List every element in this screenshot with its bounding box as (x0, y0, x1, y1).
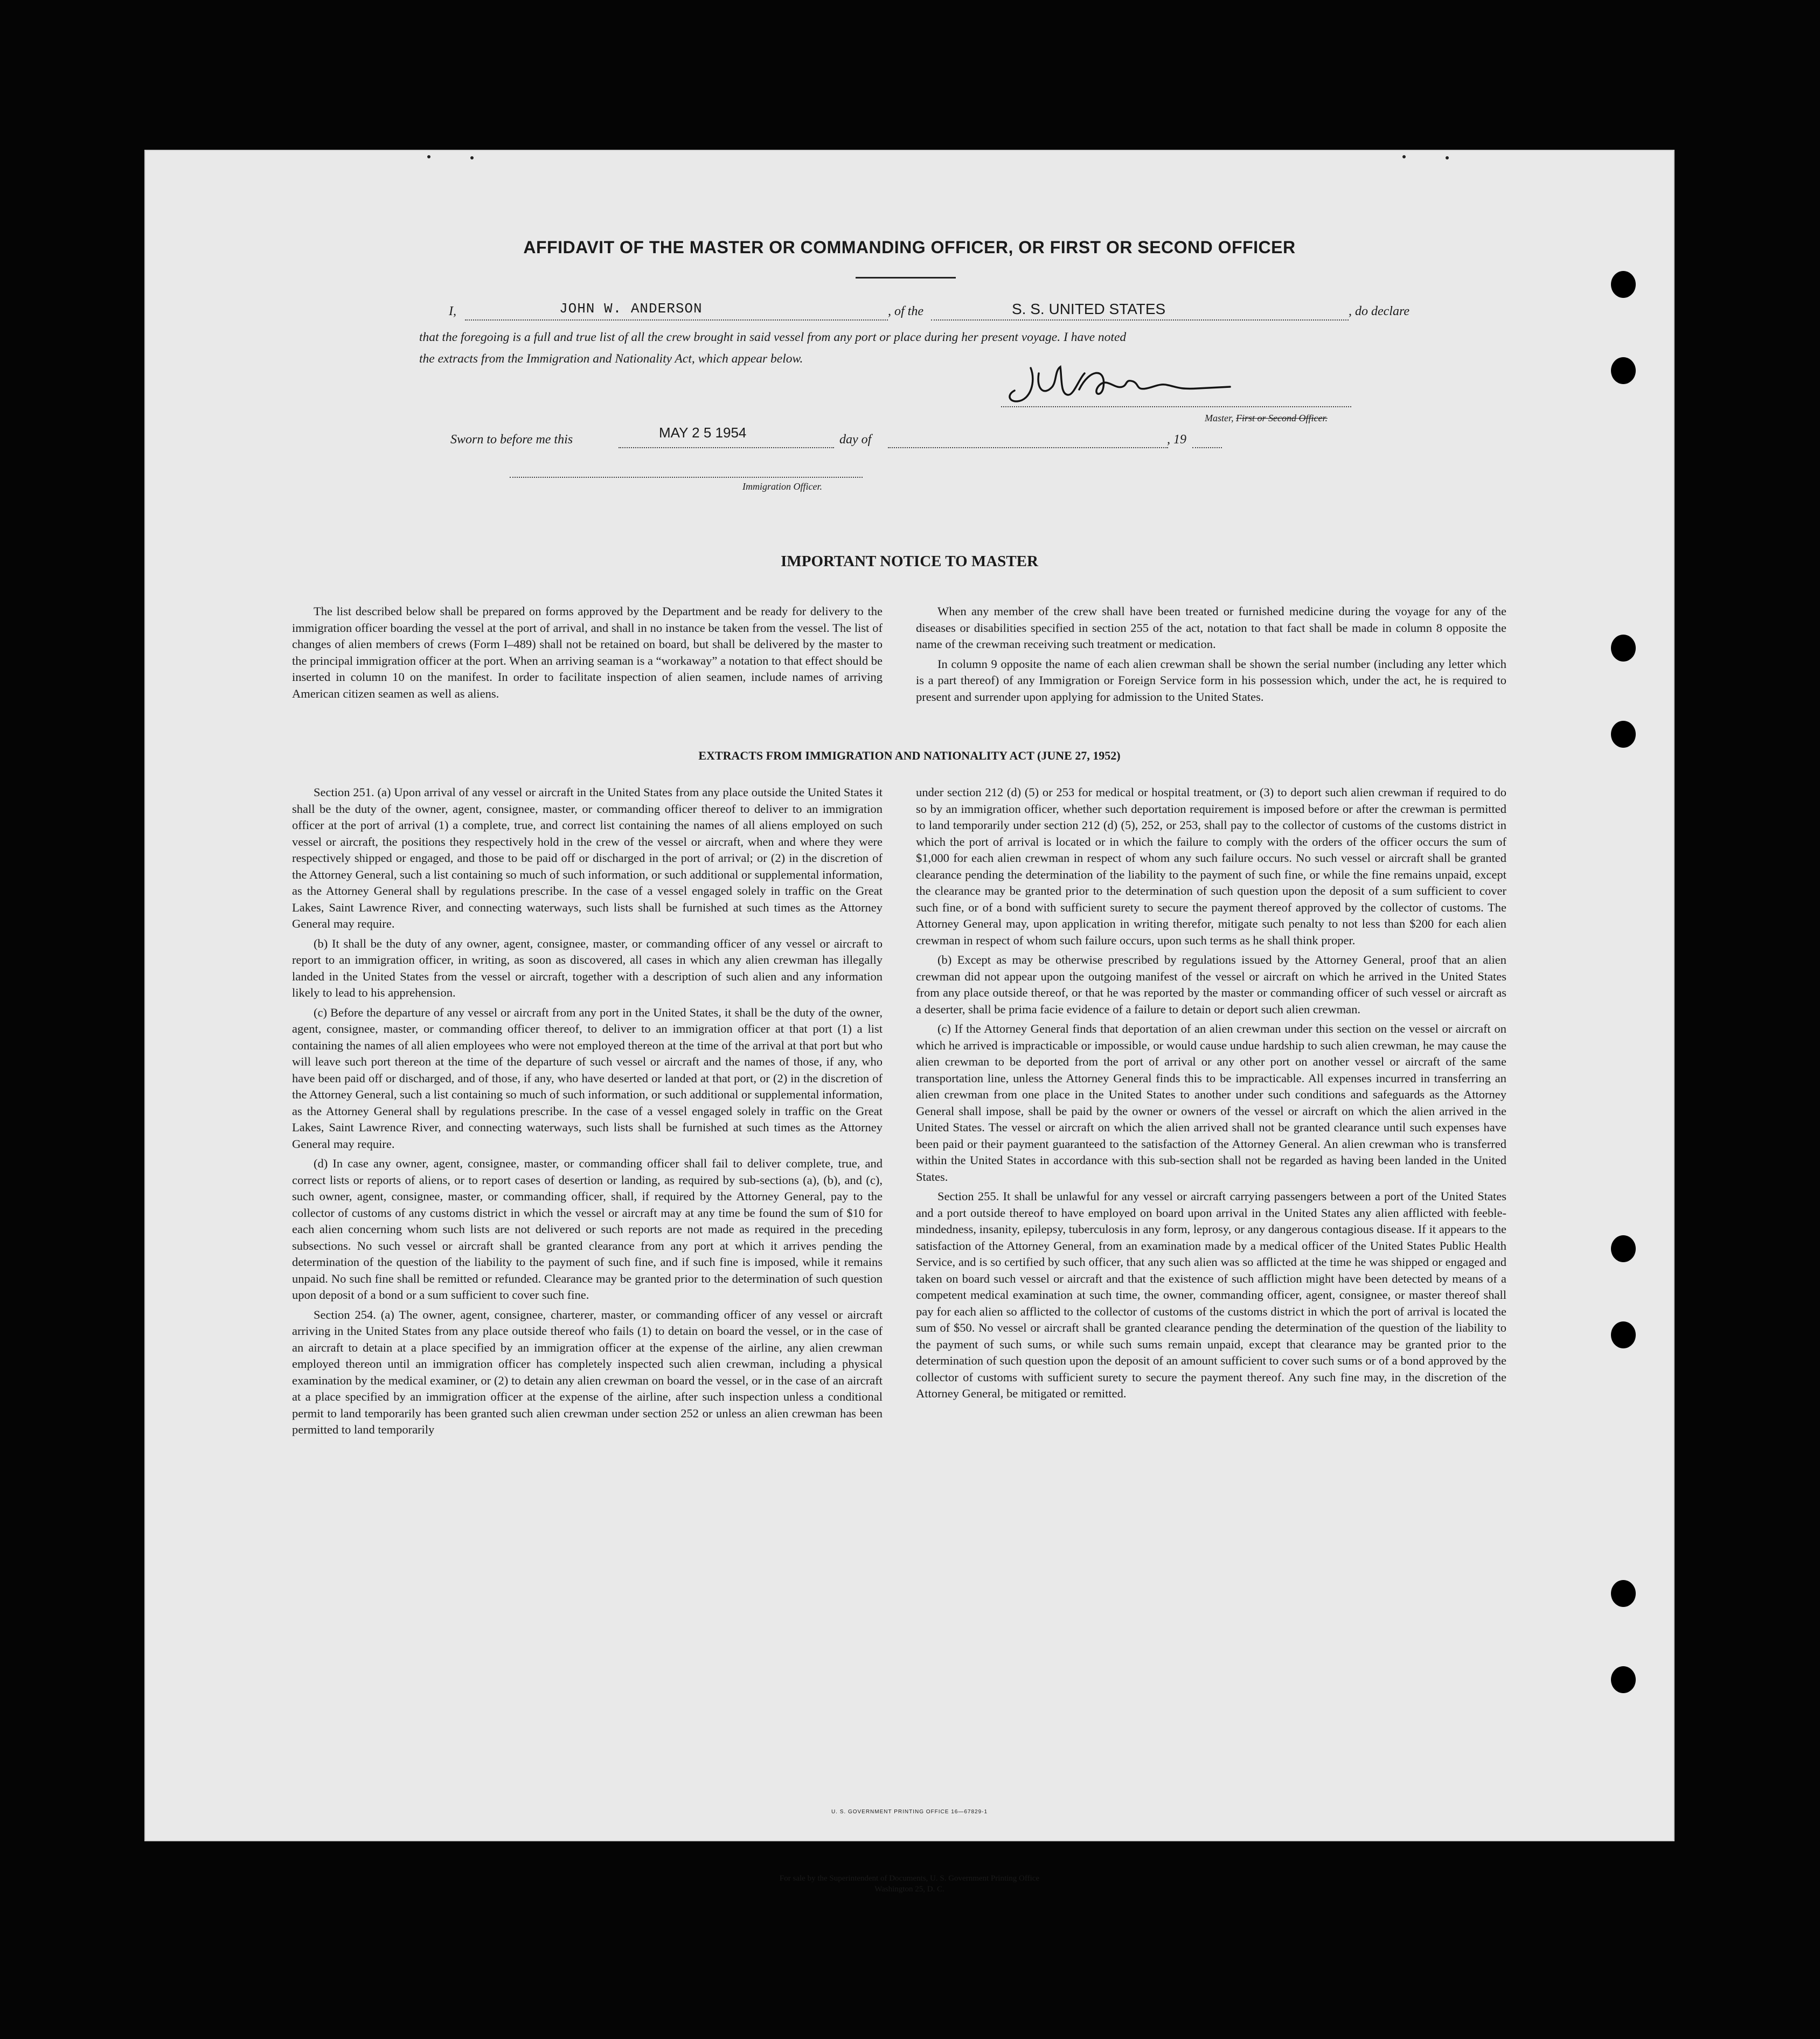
punch-hole (1611, 1666, 1636, 1693)
punch-hole (1611, 635, 1636, 662)
do-declare-label: , do declare (1349, 304, 1410, 318)
sworn-date-line (619, 447, 834, 448)
extracts-heading: EXTRACTS FROM IMMIGRATION AND NATIONALITY ACT (JUNE 27, 1952) (698, 749, 1121, 762)
notice-left-paragraph: The list described below shall be prepared on forms approved by the Department and be ready for delivery to the immigration officer boarding the vessel at the port of arrival, and shall in no instance be taken from the vessel. The list of changes of alien members of crews (Form I–489) shall not be retained on board, but shall be delivered by the master to the principal immigration officer at the port. When an arriving seaman is a “workaway” a notation to that effect should be inserted in column 10 on the manifest. In order to facilitate inspection of alien seamen, include names of arriving American citizen seamen as well as aliens. (292, 604, 883, 700)
notice-right-column (916, 603, 1506, 708)
extracts-right-column (916, 784, 1506, 1405)
section-255: Section 255. It shall be unlawful for any vessel or aircraft carrying passengers between a port of the United States and a port outside thereof to have employed on board upon arrival in the United States any alien afflicted with feeble-mindedness, insanity, epilepsy, tuberculosis in any form, leprosy, or any dangerous contagious disease. If it appears to the satisfaction of the Attorney General, from an examination made by a medical officer of the United States Public Health Service, and is so certified by such officer, that any such alien was so afflicted at the time he was shipped or engaged and taken on board such vessel or aircraft and that the existence of such affliction might have been detected by means of a competent medical examination at such time, the owner, commanding officer, agent, consignee, or master thereof shall pay for each alien so afflicted to the collector of customs of the customs district in which the port of arrival is located the sum of $50. No vessel or aircraft shall be granted clearance pending the determination of the question of the liability to the payment of such sums, or while such sums remain unpaid, except that clearance may be granted prior to the determination of such question upon the deposit of an amount sufficient to cover such sums or of a bond approved by the collector of customs with sufficient surety to secure the payment thereof. Any such fine may, in the discretion of the Attorney General, be mitigated or remitted. (916, 1189, 1506, 1400)
immigration-officer-label: Immigration Officer. (742, 481, 822, 492)
notice-right-paragraph-1: When any member of the crew shall have been treated or furnished medicine during the voyage for any of the diseases or disabilities specified in section 255 of the act, notation to that fact shall be made in column 8 opposite the name of the crewman receiving such treatment or medication. (916, 604, 1506, 651)
title-divider (856, 277, 956, 279)
punch-hole (1611, 271, 1636, 298)
section-251-b: (b) It shall be the duty of any owner, agent, consignee, master, or commanding officer of any vessel or aircraft to report to an immigration officer, in writing, as soon as discovered, all cases in which any alien crewman has illegally landed in the United States from the vessel or aircraft, together with a description of such alien and any information likely to lead to his apprehension. (292, 936, 883, 999)
sale-notice-line-1: For sale by the Superintendent of Documents, U. S. Government Printing Office (779, 1874, 1040, 1883)
section-254-a-continued: under section 212 (d) (5) or 253 for medical or hospital treatment, or (3) to deport such alien crewman if required to do so by an immigration officer, whether such deportation requirement is imposed before or after the crewman is permitted to land temporarily under section 212 (d) (5), 252, or 253, shall pay to the collector of customs of the customs district in which the port of arrival is located or in which the failure to comply with the orders of the officer occurs the sum of $1,000 for each alien crewman in respect of whom any such failure occurs. No such vessel or aircraft shall be granted clearance pending the determination of the liability to the payment of such fine, or while the fine remains unpaid, except the clearance may be granted prior to the determination of such question upon the deposit of a sum sufficient to cover such fine, or of a bond with sufficient surety to secure the payment thereof approved by the collector of customs. The Attorney General may, upon application in writing therefor, mitigate such penalty to not less than $200 for each alien crewman in respect of whom such failure occurs, upon such terms as he shall think proper. (916, 785, 1506, 947)
signature-line (1001, 406, 1351, 407)
scan-speck (470, 156, 474, 159)
immigration-officer-line (510, 477, 863, 478)
notice-right-paragraph-2: In column 9 opposite the name of each alien crewman shall be shown the serial number (including any letter which is a part thereof) of any Immigration or Foreign Service form in his possession which, under the act, he is required to present and surrender upon applying for admission to the United States. (916, 657, 1506, 704)
master-officer-label (1205, 413, 1328, 424)
section-254-c: (c) If the Attorney General finds that deportation of an alien crewman under this section on the vessel or aircraft on which he arrived is impracticable or impossible, or would cause undue hardship to such alien crewman, he may cause the alien crewman to be deported from the port of arrival or any other port on another vessel or aircraft of the same transportation line, unless the Attorney General finds this to be impracticable. All expenses incurred in transferring an alien crewman from one place in the United States to another under such conditions and safeguards as the Attorney General shall impose, shall be paid by the owner or owners of the vessel or aircraft on which the alien arrived in the United States. The vessel or aircraft on which the alien arrived shall not be granted clearance until such expenses have been paid or their payment guaranteed to the satisfaction of the Attorney General. An alien crewman who is transferred within the United States in accordance with this sub-section shall not be regarded as having been landed in the United States. (916, 1022, 1506, 1184)
section-254-a: Section 254. (a) The owner, agent, consignee, charterer, master, or commanding officer of any vessel or aircraft arriving in the United States from any place outside thereof who fails (1) to detain on board the vessel, or in the case of an aircraft to detain at a place specified by an immigration officer at the expense of the airline, any alien crewman employed thereon until an immigration officer has completely inspected such alien crewman, including a physical examination by the medical examiner, or (2) to detain any alien crewman on board the vessel, or in the case of an aircraft at a place specified by an immigration officer at the expense of the airline, after such inspection unless a conditional permit to land temporarily has been granted such alien crewman under section 252 or unless an alien crewman has been permitted to land temporarily (292, 1307, 883, 1436)
i-label: I, (449, 304, 456, 318)
affidavit-title: AFFIDAVIT OF THE MASTER OR COMMANDING OFFICER, OR FIRST OR SECOND OFFICER (523, 238, 1296, 257)
gpo-imprint: U. S. GOVERNMENT PRINTING OFFICE 16—67829-1 (831, 1809, 988, 1815)
master-name-field[interactable]: JOHN W. ANDERSON (559, 301, 703, 317)
vessel-field-line (931, 319, 1349, 321)
year-prefix-label: , 19 (1167, 433, 1186, 447)
sworn-label: Sworn to before me this (450, 433, 573, 447)
section-251-d: (d) In case any owner, agent, consignee, master, or commanding officer shall fail to deliver complete, true, and correct lists or reports of aliens, or to report cases of desertion or landing, as required by sub-sections (a), (b), and (c), such owner, agent, consignee, master, or commanding officer, shall, if required by the Attorney General, pay to the collector of customs of any customs district in which the vessel or aircraft may at any time be found the sum of $10 for each alien concerning whom such lists are not delivered or such reports are not made as required in the preceding subsections. No such vessel or aircraft shall be granted clearance from any port at which it arrives pending the determination of the question of the liability to the payment of such fine, and if such fine is imposed, while it remains unpaid. No such fine shall be remitted or refunded. Clearance may be granted prior to the determination of such question upon deposit of a bond or a sum sufficient to cover such fine. (292, 1157, 883, 1302)
vessel-name-field[interactable]: S. S. UNITED STATES (1012, 301, 1166, 317)
day-of-field-line (888, 447, 1168, 448)
scan-speck (1402, 155, 1406, 158)
day-of-label: day of (839, 433, 872, 447)
sworn-date-stamp: MAY 2 5 1954 (659, 424, 747, 441)
punch-hole (1611, 1321, 1636, 1348)
extracts-left-column (292, 784, 883, 1442)
punch-hole (1611, 1235, 1636, 1262)
sale-notice-line-2: Washington 25, D. C. (874, 1885, 944, 1894)
affidavit-page (144, 150, 1675, 1894)
punch-hole (1611, 357, 1636, 384)
punch-hole (1611, 1580, 1636, 1607)
punch-hole (1611, 721, 1636, 748)
year-field-line (1192, 447, 1222, 448)
declaration-line-1: that the foregoing is a full and true list of all the crew brought in said vessel from any port or place during her present voyage. I have noted (419, 330, 1127, 344)
section-251-c: (c) Before the departure of any vessel or aircraft from any port in the United States, it shall be the duty of the owner, agent, consignee, master, or commanding officer thereof, to deliver to an immigration officer at that port (1) a list containing the names of all alien employees who were not employed thereon at the time of the arrival at that port but who will leave such port thereon at the time of the departure of such vessel or aircraft and the names of those, if any, who have been paid off or discharged, and of those, if any, who have deserted or landed at that port, or (2) in the discretion of the Attorney General, such a list containing so much of such information, or such additional or supplemental information, as the Attorney General shall by regulations prescribe. In the case of a vessel engaged solely in traffic on the Great Lakes, Saint Lawrence River, and connecting waterways, such lists shall be furnished at such times as the Attorney General may require. (292, 1005, 883, 1151)
master-label: Master, (1205, 413, 1234, 423)
name-field-line (465, 319, 888, 321)
section-254-b: (b) Except as may be otherwise prescribed by regulations issued by the Attorney General, proof that an alien crewman did not appear upon the outgoing manifest of the vessel or aircraft on which he arrived in the United States from any place outside thereof, or that he was reported by the master or commanding officer of such vessel or aircraft as a deserter, shall be prima facie evidence of a failure to detain or deport such alien crewman. (916, 953, 1506, 1016)
notice-left-column (292, 603, 883, 705)
scan-speck (427, 155, 430, 158)
struck-officer-label: First or Second Officer. (1236, 413, 1328, 423)
scan-speck (1446, 156, 1449, 159)
master-signature (998, 357, 1257, 411)
notice-heading: IMPORTANT NOTICE TO MASTER (781, 553, 1038, 570)
section-251-a: Section 251. (a) Upon arrival of any vessel or aircraft in the United States from any place outside the United States it shall be the duty of the owner, agent, consignee, master, or commanding officer thereof to deliver to an immigration officer at the port of arrival (1) a complete, true, and correct list containing the names of all aliens employed on such vessel or aircraft, the positions they respectively hold in the crew of the vessel or aircraft, when and where they were respectively shipped or engaged, and those to be paid off or discharged in the port of arrival; or (2) in the discretion of the Attorney General, such a list containing so much of such information, or such additional or supplemental information, as the Attorney General shall by regulations prescribe. In the case of a vessel engaged solely in traffic on the Great Lakes, Saint Lawrence River, and connecting waterways, such lists shall be furnished at such times as the Attorney General may require. (292, 785, 883, 930)
of-the-label: , of the (888, 304, 923, 318)
declaration-line-2: the extracts from the Immigration and Nationality Act, which appear below. (419, 352, 803, 366)
